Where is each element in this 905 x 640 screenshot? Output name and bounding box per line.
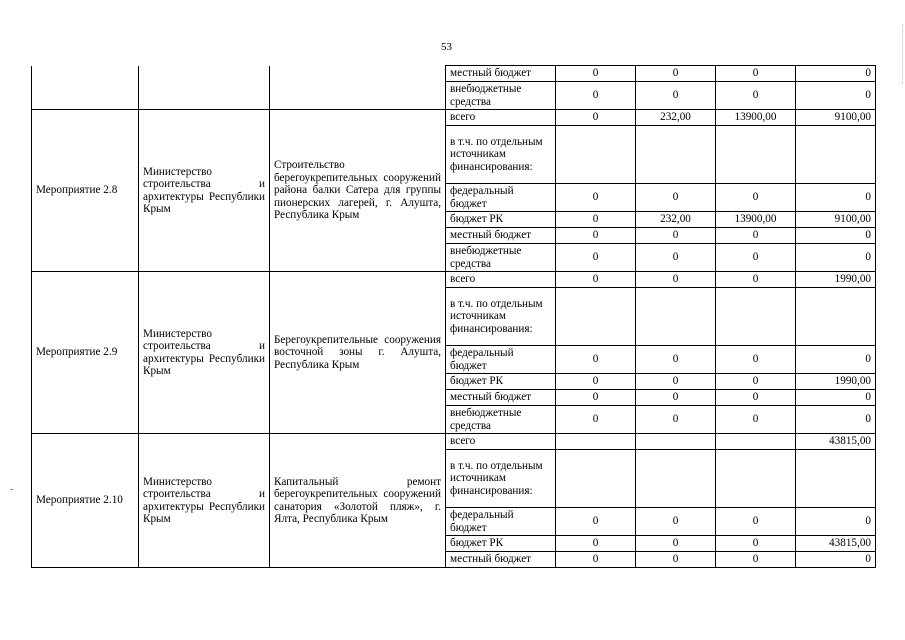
value-cell: 0 — [556, 508, 636, 536]
value-cell: 0 — [556, 228, 636, 244]
value-cell: 1990,00 — [796, 272, 876, 288]
table-row — [32, 272, 876, 288]
funding-source-cell: в т.ч. по отдельным источникам финансирования: — [446, 288, 556, 346]
value-cell: 0 — [556, 390, 636, 406]
value-cell: 0 — [796, 390, 876, 406]
measure-label: Мероприятие 2.9 — [32, 272, 139, 434]
funding-source-cell: бюджет РК — [446, 536, 556, 552]
measure-executor: Министерство строительства и архитектуры Республики Крым — [139, 434, 270, 568]
value-cell: 0 — [716, 374, 796, 390]
value-cell: 0 — [556, 406, 636, 434]
value-cell: 0 — [716, 552, 796, 568]
measure-label: Мероприятие 2.10 — [32, 434, 139, 568]
value-cell: 0 — [796, 66, 876, 82]
value-cell: 0 — [556, 110, 636, 126]
value-cell: 0 — [796, 346, 876, 374]
funding-source-cell: бюджет РК — [446, 212, 556, 228]
value-cell — [796, 126, 876, 184]
value-cell: 0 — [636, 552, 716, 568]
funding-source-cell: бюджет РК — [446, 374, 556, 390]
value-cell: 0 — [636, 184, 716, 212]
value-cell: 0 — [636, 228, 716, 244]
value-cell: 13900,00 — [716, 110, 796, 126]
value-cell: 0 — [716, 346, 796, 374]
value-cell: 0 — [636, 374, 716, 390]
funding-source-cell: внебюджетные средства — [446, 244, 556, 272]
value-cell: 0 — [796, 228, 876, 244]
value-cell — [636, 288, 716, 346]
value-cell: 1990,00 — [796, 374, 876, 390]
continuation-cell — [139, 66, 270, 110]
value-cell: 0 — [796, 184, 876, 212]
value-cell: 13900,00 — [716, 212, 796, 228]
value-cell: 0 — [716, 508, 796, 536]
value-cell: 0 — [796, 82, 876, 110]
value-cell: 0 — [636, 406, 716, 434]
value-cell — [716, 434, 796, 450]
value-cell — [796, 288, 876, 346]
value-cell: 0 — [716, 390, 796, 406]
value-cell: 232,00 — [636, 110, 716, 126]
value-cell — [556, 450, 636, 508]
measure-label: Мероприятие 2.8 — [32, 110, 139, 272]
value-cell — [796, 450, 876, 508]
table-row — [32, 110, 876, 126]
value-cell: 0 — [636, 346, 716, 374]
value-cell: 0 — [556, 66, 636, 82]
funding-source-cell: всего — [446, 110, 556, 126]
value-cell: 0 — [556, 552, 636, 568]
value-cell: 0 — [716, 272, 796, 288]
funding-source-cell: всего — [446, 434, 556, 450]
value-cell — [636, 126, 716, 184]
value-cell: 0 — [636, 66, 716, 82]
value-cell: 0 — [556, 346, 636, 374]
funding-source-cell: местный бюджет — [446, 66, 556, 82]
value-cell: 0 — [636, 508, 716, 536]
value-cell — [716, 288, 796, 346]
table-row — [32, 434, 876, 450]
value-cell: 0 — [636, 244, 716, 272]
value-cell — [636, 434, 716, 450]
value-cell — [636, 450, 716, 508]
funding-source-cell: внебюджетные средства — [446, 82, 556, 110]
funding-source-cell: федеральный бюджет — [446, 508, 556, 536]
value-cell: 0 — [796, 552, 876, 568]
measure-object: Капитальный ремонт берегоукрепительных сооружений санатория «Золотой пляж», г. Ялта, Республика Крым — [270, 434, 446, 568]
scan-dot — [10, 489, 13, 490]
measure-object: Берегоукрепительные сооружения восточной зоны г. Алушта, Республика Крым — [270, 272, 446, 434]
funding-source-cell: местный бюджет — [446, 390, 556, 406]
value-cell: 0 — [556, 536, 636, 552]
measure-executor: Министерство строительства и архитектуры Республики Крым — [139, 272, 270, 434]
measure-object: Строительство берегоукрепительных сооружений района балки Сатера для группы пионерских лагерей, г. Алушта, Республика Крым — [270, 110, 446, 272]
value-cell: 0 — [796, 244, 876, 272]
value-cell: 0 — [716, 406, 796, 434]
value-cell: 0 — [636, 536, 716, 552]
value-cell: 0 — [556, 82, 636, 110]
value-cell: 9100,00 — [796, 212, 876, 228]
value-cell — [716, 126, 796, 184]
value-cell — [556, 434, 636, 450]
value-cell: 0 — [556, 184, 636, 212]
value-cell: 0 — [716, 66, 796, 82]
continuation-cell — [270, 66, 446, 110]
funding-table — [31, 65, 876, 568]
value-cell: 0 — [716, 228, 796, 244]
value-cell — [556, 126, 636, 184]
funding-source-cell: федеральный бюджет — [446, 184, 556, 212]
value-cell: 0 — [716, 244, 796, 272]
value-cell: 0 — [556, 244, 636, 272]
page-number: 53 — [441, 41, 452, 53]
funding-source-cell: всего — [446, 272, 556, 288]
value-cell: 0 — [556, 272, 636, 288]
value-cell — [556, 288, 636, 346]
funding-source-cell: в т.ч. по отдельным источникам финансирования: — [446, 126, 556, 184]
funding-source-cell: внебюджетные средства — [446, 406, 556, 434]
value-cell — [716, 450, 796, 508]
value-cell: 9100,00 — [796, 110, 876, 126]
value-cell: 0 — [636, 272, 716, 288]
table-row — [32, 66, 876, 82]
measure-executor: Министерство строительства и архитектуры Республики Крым — [139, 110, 270, 272]
value-cell: 0 — [716, 82, 796, 110]
funding-source-cell: местный бюджет — [446, 552, 556, 568]
funding-source-cell: местный бюджет — [446, 228, 556, 244]
value-cell: 0 — [556, 374, 636, 390]
value-cell: 0 — [636, 82, 716, 110]
value-cell: 0 — [716, 536, 796, 552]
value-cell: 232,00 — [636, 212, 716, 228]
value-cell: 0 — [796, 508, 876, 536]
value-cell: 0 — [636, 390, 716, 406]
funding-source-cell: в т.ч. по отдельным источникам финансирования: — [446, 450, 556, 508]
value-cell: 0 — [716, 184, 796, 212]
funding-source-cell: федеральный бюджет — [446, 346, 556, 374]
value-cell: 43815,00 — [796, 434, 876, 450]
value-cell: 43815,00 — [796, 536, 876, 552]
value-cell: 0 — [796, 406, 876, 434]
value-cell: 0 — [556, 212, 636, 228]
continuation-cell — [32, 66, 139, 110]
